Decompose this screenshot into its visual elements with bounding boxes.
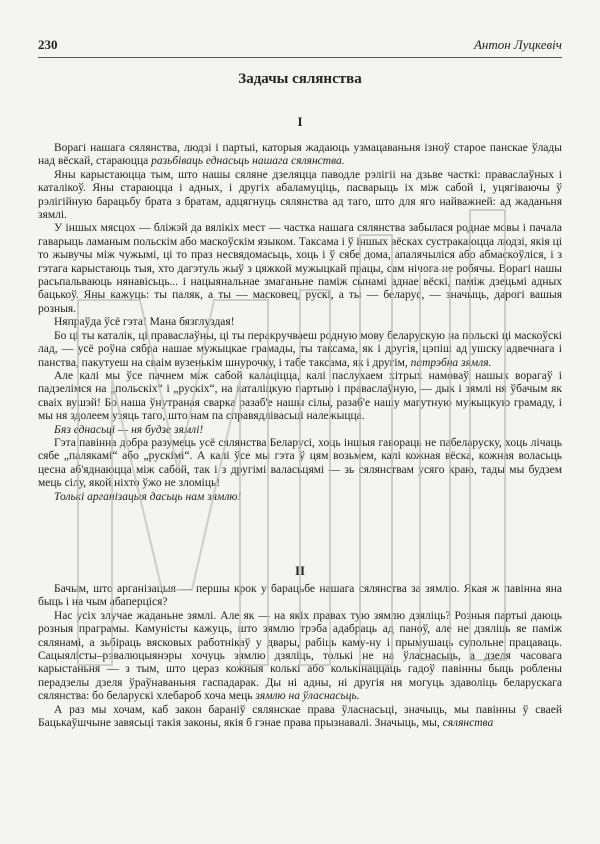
- paragraph-text: А раз мы хочам, каб закон бараніў сялянскае права ўласнасьці, значыць, мы павінны ў сваей Бацькаўшчыне завясьці такія законы, якія б гэнае права прызнавалі. Значыць, мы,: [38, 703, 562, 730]
- emphasis-text: зямлю на ўласнасьць.: [255, 690, 360, 703]
- paragraph: [38, 583, 562, 610]
- article-title: Задачы сялянства: [238, 71, 362, 87]
- paragraph-text: Нас усіх злучае жаданьне зямлі. Але як — на якіх правах тую зямлю дзяліць? Розныя партыі даюць розныя праграмы. Камуністы кажуць, што зямлю трэба адабраць ад паноў, але не дзяліць яе паміж сялянамі, а зьбіраць вясковых работнікаў у двары, рабіць каму-ну і прымушаць супольне працаваць. Сацыялісты–рэвалюцыянэры хочуць зямлю дзяліць, толькі не на ўласнасьць, а дзеля часовага карыстаньня — з тым, што цераз кожныя колькі або колькінаццаць гадоў павінны быць роблены перадзелы дзеля ўраўнаваньня гаспадарак. Ды ні адны, ні другія ня могуць здаволіць беларускага сялянства: бо беларускі хлебароб хоча мець: [38, 609, 562, 703]
- section-number-1: I: [297, 114, 303, 129]
- emphasis-text: Толькі арганізацыя дасьць нам зямлю!: [54, 490, 242, 503]
- emphasis-text: разьбіваць еднасьць нашага сялянства.: [151, 155, 345, 168]
- paragraph-text: Бачым, што арганізацыя — першы крок у барацьбе нашага сялянства за зямлю. Якая ж павінна яна быць і на чым абаперціся?: [38, 583, 562, 609]
- paragraph: [38, 316, 562, 329]
- page-number: 230: [38, 37, 58, 52]
- paragraph: [38, 142, 562, 169]
- paragraph-text: Але калі мы ўсе пачнем між сабой калаціцца, калі паслухаем хітрых намоваў нашых ворагаў і падзелімся на „польскіх“ і „рускіх“, на каталіцкую партыю і праваслаўную, — дык і зямлі ня ўбачым як сваіх вушэй! Бо наша ўнутраная сварка разаб'е нашы сілы, разаб'е нашу магутную мужыцкую грамаду, і мы ня здолеем узяць таго, што нам па справядлівасьці належыцца.: [38, 369, 562, 423]
- running-head-author: Антон Луцкевіч: [473, 37, 562, 52]
- paragraph: [38, 169, 562, 223]
- paragraph: [38, 437, 562, 491]
- paragraph: [38, 491, 562, 504]
- paragraph-text: Яны карыстаюцца тым, што нашы сяляне дзеляцца паводле рэлігіі на дзьве часткі: праваслаўных і каталікоў. Яны стараюцца і адных, і другіх абаламуціць, пасварыць іх між сабой і, уцягіваючы ў рэлігійную барацьбу брата з братам, адцягнуць сялянства ад таго, што для яго найважней: ад жаданьня зямлі.: [38, 168, 562, 222]
- paragraph-text: Ворагі нашага сялянства, людзі і партыі, каторыя жадаюць узмацаваньня ізноў старое панскае ўлады над вёскай, стараюцца: [38, 142, 562, 168]
- emphasis-text: Бяз еднасьці — ня будзе зямлі!: [54, 423, 204, 436]
- paragraph: [38, 424, 562, 437]
- section-number-2: II: [294, 563, 306, 578]
- paragraph: [38, 704, 562, 731]
- paragraph-text: У іншых мясцох — бліжэй да вялікіх мест — частка нашага сялянства забылася роднае мовы і пачала гаварыць ламаным польскім або маскоўскім языком. Таксама і ў іншых вёсках сустракаюцца людзі, якія ці то жывучы між чужымі, ці то праз несвядомасьць, хоць і ў сябе дома, апалячыліся або абмаскоўліся, і з гэтага карыстаюць тыя, хто дагэтуль жыў з цяжкой мужыцкай працы, сам нічога не робячы. Ворагі нашы расьпальваюць нянавісьць... і нацыянальнае змаганьне паміж сынамі аднае вёскі, паміж дзецьмі адных бацькоў. Яны кажуць: ты паляк, а ты — масковец, рускі, а ты — беларус, — значыць, дарогі вашыя розныя.: [38, 222, 562, 315]
- paragraph: [38, 330, 562, 370]
- emphasis-text: патрэбна зямля.: [410, 356, 492, 369]
- paragraph: [38, 610, 562, 704]
- paragraph-text: Гэта павінна добра разумець усё сялянства Беларусі, хоць іншыя гавораць не пабеларуску, хоць лічаць сябе „палякамі“ або „рускімі“. А калі ўсе мы гэта ў цям возьмем, калі кожная вёска, кожная воласьць цесна аб'яднаюцца між сабой, так і з другімі валасьцямі — зь сялянствам усяго краю, тады мы будзем мець сілу, якой ніхто ўжо не зломіць!: [38, 436, 562, 490]
- running-head: [38, 37, 562, 58]
- paragraph: [38, 222, 562, 316]
- section-1-body: [38, 142, 562, 504]
- paragraph: [38, 370, 562, 424]
- paragraph-text: Няпраўда ўсё гэта! Мана бязглуздая!: [54, 316, 235, 329]
- paragraph-text: Бо ці ты каталік, ці праваслаўны, ці ты перакручваеш родную мову беларускую на польскі ці маскоўскі лад, — усё роўна сябра нашае мужыцкае грамады, ты таксама, як і другія, цэпіш ад ушску адвечнага і панства, пакутуеш на сваім вузенькім шнурочку, і табе таксама, як і другім,: [38, 329, 562, 369]
- emphasis-text: сялянства: [442, 717, 494, 730]
- section-2-body: [38, 583, 562, 730]
